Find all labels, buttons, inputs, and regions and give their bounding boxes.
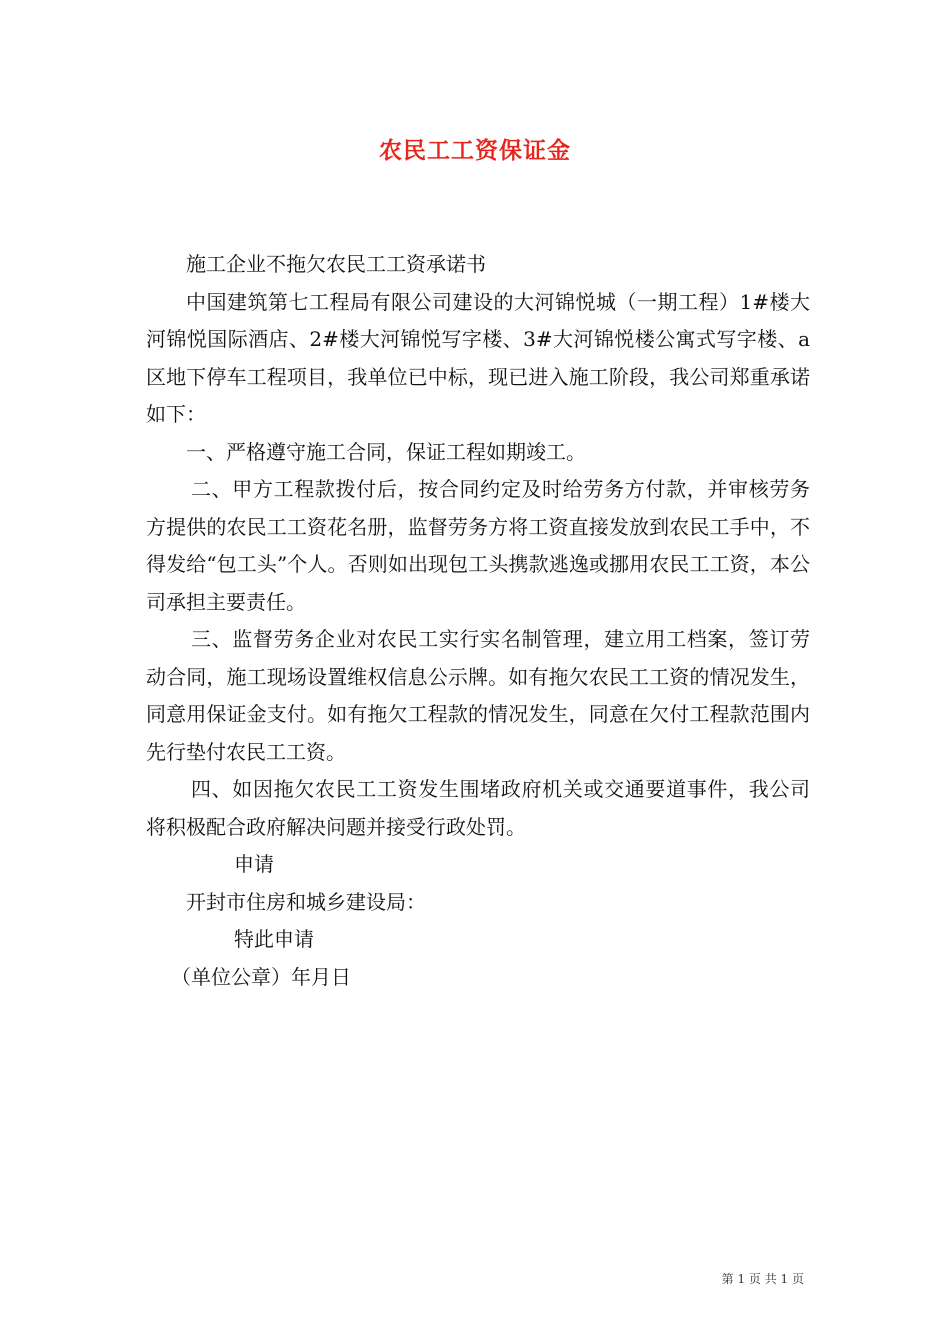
clause-4-paragraph: 四、如因拖欠农民工工资发生围堵政府机关或交通要道事件，我公司将积极配合政府解决问题并接受行政处罚。 [146, 777, 810, 839]
recipient-line: 开封市住房和城乡建设局： [186, 889, 426, 914]
intro-paragraph: 中国建筑第七工程局有限公司建设的大河锦悦城（一期工程）1#楼大河锦悦国际酒店、2#楼大河锦悦写字楼、3#大河锦悦楼公寓式写字楼、a区地下停车工程项目，我单位已中标，现已进入施工阶段，我公司郑重承诺如下： [146, 289, 810, 426]
clause-1-paragraph: 一、严格遵守施工合同，保证工程如期竣工。 [186, 439, 586, 464]
clause-3-paragraph: 三、监督劳务企业对农民工实行实名制管理，建立用工档案，签订劳动合同，施工现场设置维权信息公示牌。如有拖欠农民工工资的情况发生，同意用保证金支付。如有拖欠工程款的情况发生，同意在欠付工程款范围内先行垫付农民工工资。 [146, 627, 810, 764]
page-number: 第 1 页 共 1 页 [721, 1272, 804, 1286]
document-title: 农民工工资保证金 [379, 137, 571, 164]
document-body [146, 246, 810, 996]
application-label: 申请 [234, 852, 274, 876]
closing-line: 特此申请 [234, 927, 314, 951]
subtitle-paragraph: 施工企业不拖欠农民工工资承诺书 [186, 252, 486, 276]
signature-line: （单位公章）年月日 [171, 964, 351, 989]
clause-2-paragraph: 二、甲方工程款拨付后，按合同约定及时给劳务方付款，并审核劳务方提供的农民工工资花名册，监督劳务方将工资直接发放到农民工手中，不得发给“包工头”个人。否则如出现包工头携款逃逸或挪用农民工工资，本公司承担主要责任。 [146, 477, 810, 614]
